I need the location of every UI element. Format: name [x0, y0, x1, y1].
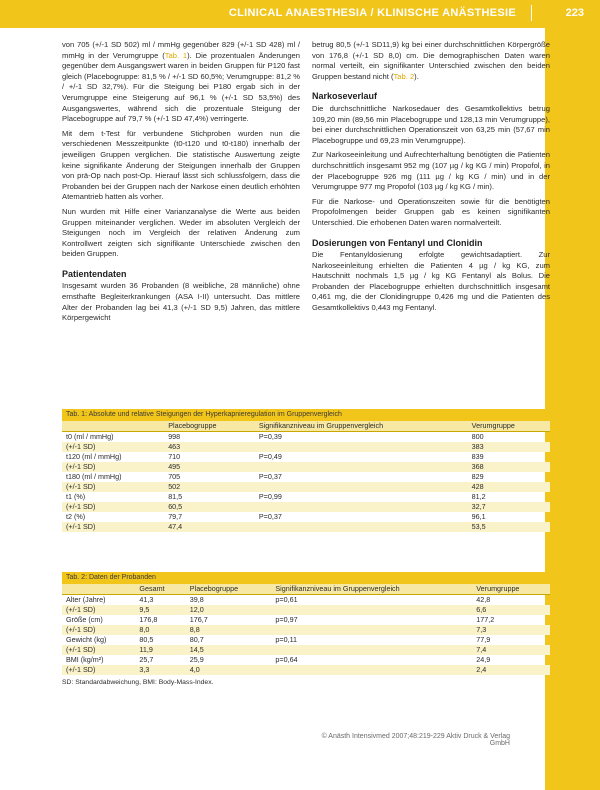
table-row	[62, 595, 550, 606]
table-row	[62, 462, 550, 472]
table-cell: t180 (ml / mmHg)	[66, 472, 122, 481]
table-cell: t120 (ml / mmHg)	[66, 452, 122, 461]
table-cell: 177,2	[476, 615, 495, 624]
table-cell: 81,2	[471, 492, 486, 501]
table-1-caption: Tab. 1: Absolute und relative Steigungen der Hyperkapnieregulation im Gruppenvergleich	[62, 409, 550, 421]
table-row	[62, 615, 550, 625]
table-cell: (+/-1 SD)	[62, 665, 135, 675]
section-heading-course: Narkoseverlauf	[312, 91, 378, 102]
table-cell: 8,0	[135, 625, 185, 635]
table-cell: 12,0	[186, 605, 272, 615]
table-cell	[271, 605, 472, 615]
table-row	[62, 665, 550, 675]
table-cell: 14,5	[186, 645, 272, 655]
table-cell: 705	[168, 472, 181, 481]
table-row	[62, 472, 550, 482]
table-cell: 47,4	[164, 522, 255, 532]
page-number: 223	[565, 7, 584, 19]
table-cell	[255, 482, 468, 492]
table-cell: p=0,11	[275, 635, 298, 644]
table-row	[62, 492, 550, 502]
table-1-grid	[62, 421, 550, 532]
table-1	[62, 409, 550, 532]
table-cell: 829	[471, 472, 484, 481]
table-cell: 7,3	[472, 625, 550, 635]
table-cell: Gewicht (kg)	[66, 635, 107, 644]
section-heading-dosing: Dosierungen von Fentanyl und Clonidin	[312, 237, 483, 248]
table-cell: 7,4	[472, 645, 550, 655]
table-cell: 53,5	[468, 522, 550, 532]
column-header: Signifikanzniveau im Gruppenvergleich	[271, 584, 472, 595]
table-cell: 839	[471, 452, 484, 461]
left-paragraph-1: von 705 (+/-1 SD 502) ml / mmHg gegenüber 829 (+/-1 SD 428) ml / mmHg in der Verumgruppe (Tab. 1). Die prozentualen Änderungen gegenüber dem Ausgangswert waren in beiden Gruppen für P120 fast gleich (Placebogruppe: 81,5 % / +/-1 SD 60,5%; Verumgruppe: 81,2 % / +/-1 SD 32,7%). Für die Steigung bei P180 ergab sich in der Verumgruppe eine Steigerung auf 96,1 % (+/-1 SD 53,5%) des Ausgangswertes, während sich die prozentuale Steigung der Placebogruppe auf 79,7 % (+/-1 SD 47,4%) verringerte.	[62, 40, 300, 124]
table-cell: 710	[168, 452, 181, 461]
table-cell	[255, 502, 468, 512]
table-cell: Alter (Jahre)	[66, 595, 106, 604]
table-cell: t1 (%)	[66, 492, 86, 501]
table-cell: 9,5	[135, 605, 185, 615]
table-row	[62, 482, 550, 492]
column-header: Placebogruppe	[186, 584, 272, 595]
table-cell: 998	[168, 432, 181, 441]
table-row	[62, 502, 550, 512]
table-cell: 368	[468, 462, 550, 472]
table-cell: 24,9	[476, 655, 491, 664]
table-cell: 81,5	[168, 492, 183, 501]
table-cell	[271, 645, 472, 655]
table-cell: 176,8	[139, 615, 158, 624]
column-header: Placebogruppe	[164, 421, 255, 432]
table-row	[62, 442, 550, 452]
table-cell: (+/-1 SD)	[62, 442, 164, 452]
right-paragraph-4: Für die Narkose- und Operationszeiten sowie für die benötigten Propofolmengen beider Gruppen gab es keinen signifikanten Unterschied. Die erhobenen Daten waren normalverteilt.	[312, 196, 550, 227]
table-cell: (+/-1 SD)	[62, 605, 135, 615]
table-cell: 25,7	[139, 655, 154, 664]
table-cell: (+/-1 SD)	[62, 522, 164, 532]
column-header: Gesamt	[135, 584, 185, 595]
table-cell: 383	[468, 442, 550, 452]
table-cell: 39,8	[189, 595, 204, 604]
table-cell: P=0,99	[258, 492, 282, 501]
table-cell	[255, 442, 468, 452]
column-header: Verumgruppe	[472, 584, 550, 595]
column-header: Signifikanzniveau im Gruppenvergleich	[255, 421, 468, 432]
right-paragraph-3: Zur Narkoseeinleitung und Aufrechterhaltung benötigten die Patienten durchschnittlich insgesamt 952 mg (107 µg / kg KG / min) Propofol, in der Placebogruppe 926 mg (111 µg / kg KG / min) und in der Verumgruppe 977 mg Propofol (103 µg / kg KG / min).	[312, 150, 550, 192]
table-2	[62, 572, 550, 688]
table-row	[62, 605, 550, 615]
copyright-notice: © Anästh Intensivmed 2007;48:219-229 Aktiv Druck & Verlag GmbH	[321, 733, 510, 747]
right-paragraph-2: Die durchschnittliche Narkosedauer des Gesamtkollektivs betrug 109,20 min (89,56 min Placebogruppe und 128,13 min Verumgruppe), bei einer durchschnittlichen Operationszeit von 63,25 min (57,67 min Placebogruppe und 69,23 min Verumgruppe).	[312, 103, 550, 145]
table-cell: p=0,64	[275, 655, 298, 664]
right-paragraph-1: betrug 80,5 (+/-1 SD11,9) kg bei einer durchschnittlichen Körpergröße von 176,8 (+/-1 SD 8,0) cm. Die demographischen Daten waren normal verteilt, ein signifikanter Unterschied zwischen den beiden Gruppen bestand nicht (Tab. 2).	[312, 40, 550, 81]
table-cell: (+/-1 SD)	[62, 625, 135, 635]
table-reference-link[interactable]: Tab. 1	[164, 50, 188, 60]
table-cell	[255, 462, 468, 472]
table-cell: p=0,97	[275, 615, 298, 624]
table-row	[62, 655, 550, 665]
table-cell: 495	[164, 462, 255, 472]
table-cell: 428	[468, 482, 550, 492]
table-cell: P=0,49	[258, 452, 282, 461]
section-heading-patients: Patientendaten	[62, 268, 127, 279]
table-cell: p=0,61	[275, 595, 298, 604]
table-cell: t2 (%)	[66, 512, 86, 521]
table-cell: 8,8	[186, 625, 272, 635]
table-cell	[271, 625, 472, 635]
table-row	[62, 645, 550, 655]
table-cell: P=0,37	[258, 472, 282, 481]
side-accent-bar	[545, 28, 600, 790]
header-divider	[531, 5, 532, 21]
table-cell: 32,7	[468, 502, 550, 512]
table-row	[62, 432, 550, 443]
table-cell: 502	[164, 482, 255, 492]
table-cell: 3,3	[135, 665, 185, 675]
table-cell: 800	[471, 432, 484, 441]
left-paragraph-2: Mit dem t-Test für verbundene Stichproben wurden nun die verschiedenen Messzeitpunkte (t0-t120 und t0-t180) innerhalb der jeweiligen Gruppen verglichen. Die statistische Auswertung zeigte keine signifikante Änderung der Steigungen innerhalb der Gruppen von prä-Op nach post-Op. Hierauf lässt sich schlussfolgern, dass die Probanden bei der Gruppen nach der Narkose einen deutlich erhöhten Atemantrieb hatten als vorher.	[62, 128, 300, 202]
table-cell: 60,5	[164, 502, 255, 512]
table-cell: 25,9	[189, 655, 204, 664]
table-cell: 2,4	[472, 665, 550, 675]
table-cell: 80,5	[139, 635, 154, 644]
table-2-caption: Tab. 2: Daten der Probanden	[62, 572, 550, 584]
table-cell: P=0,37	[258, 512, 282, 521]
table-reference-link[interactable]: Tab. 2	[393, 71, 415, 81]
column-header: Verumgruppe	[468, 421, 550, 432]
table-cell: Größe (cm)	[66, 615, 103, 624]
table-cell: 96,1	[471, 512, 486, 521]
table-cell: 42,8	[476, 595, 491, 604]
right-column	[312, 40, 550, 318]
column-header	[62, 421, 164, 432]
left-paragraph-4: Insgesamt wurden 36 Probanden (8 weibliche, 28 männliche) ohne ernsthafte Begleiterkrankungen (ASA I-II) untersucht. Das mittlere Alter der Probanden lag bei 41,3 (+/-1 SD 9,5) Jahren, das mittlere Körpergewicht	[62, 281, 300, 323]
table-cell: 79,7	[168, 512, 183, 521]
table-cell: (+/-1 SD)	[62, 462, 164, 472]
table-row	[62, 512, 550, 522]
table-cell: 176,7	[189, 615, 208, 624]
table-cell: t0 (ml / mmHg)	[66, 432, 114, 441]
table-row	[62, 522, 550, 532]
table-cell: 463	[164, 442, 255, 452]
table-row	[62, 625, 550, 635]
table-2-grid	[62, 584, 550, 675]
table-cell	[271, 665, 472, 675]
table-cell: 6,6	[472, 605, 550, 615]
table-cell: 41,3	[139, 595, 154, 604]
table-row	[62, 452, 550, 462]
table-cell: (+/-1 SD)	[62, 502, 164, 512]
header-bar	[0, 0, 600, 28]
table-cell	[255, 522, 468, 532]
column-header	[62, 584, 135, 595]
left-column	[62, 40, 300, 328]
table-cell: BMI (kg/m²)	[66, 655, 104, 664]
journal-section-title: CLINICAL ANAESTHESIA / KLINISCHE ANÄSTHESIE	[228, 7, 516, 19]
table-cell: 77,9	[476, 635, 491, 644]
table-row	[62, 635, 550, 645]
table-cell: 11,9	[135, 645, 185, 655]
table-cell: (+/-1 SD)	[62, 482, 164, 492]
table-cell: (+/-1 SD)	[62, 645, 135, 655]
table-2-footnote: SD: Standardabweichung, BMI: Body-Mass-Index.	[62, 679, 214, 686]
right-paragraph-5: Die Fentanyldosierung erfolgte gewichtsadaptiert. Zur Narkoseeinleitung erhielten die Patienten 4 µg / kg KG, zum Hautschnitt nochmals 1,5 µg / kg KG Fentanyl als Bolus. Die Probanden der Placebogruppe erhielten durchschnittlich insgesamt 0,461 mg, die der Clonidingruppe 0,426 mg und die Patienten des Gesamtkollektivs 0,443 mg Fentanyl.	[312, 250, 550, 313]
table-cell: 4,0	[186, 665, 272, 675]
table-cell: 80,7	[189, 635, 204, 644]
table-cell: P=0,39	[258, 432, 282, 441]
left-paragraph-3: Nun wurden mit Hilfe einer Varianzanalyse die Werte aus beiden Gruppen miteinander verglichen. Weder im absoluten Vergleich der Steigungen noch im Vergleich der relativen Änderung zum Kontrollwert zeigten sich signifikante Unterschiede zwischen den beiden Gruppen.	[62, 206, 300, 259]
